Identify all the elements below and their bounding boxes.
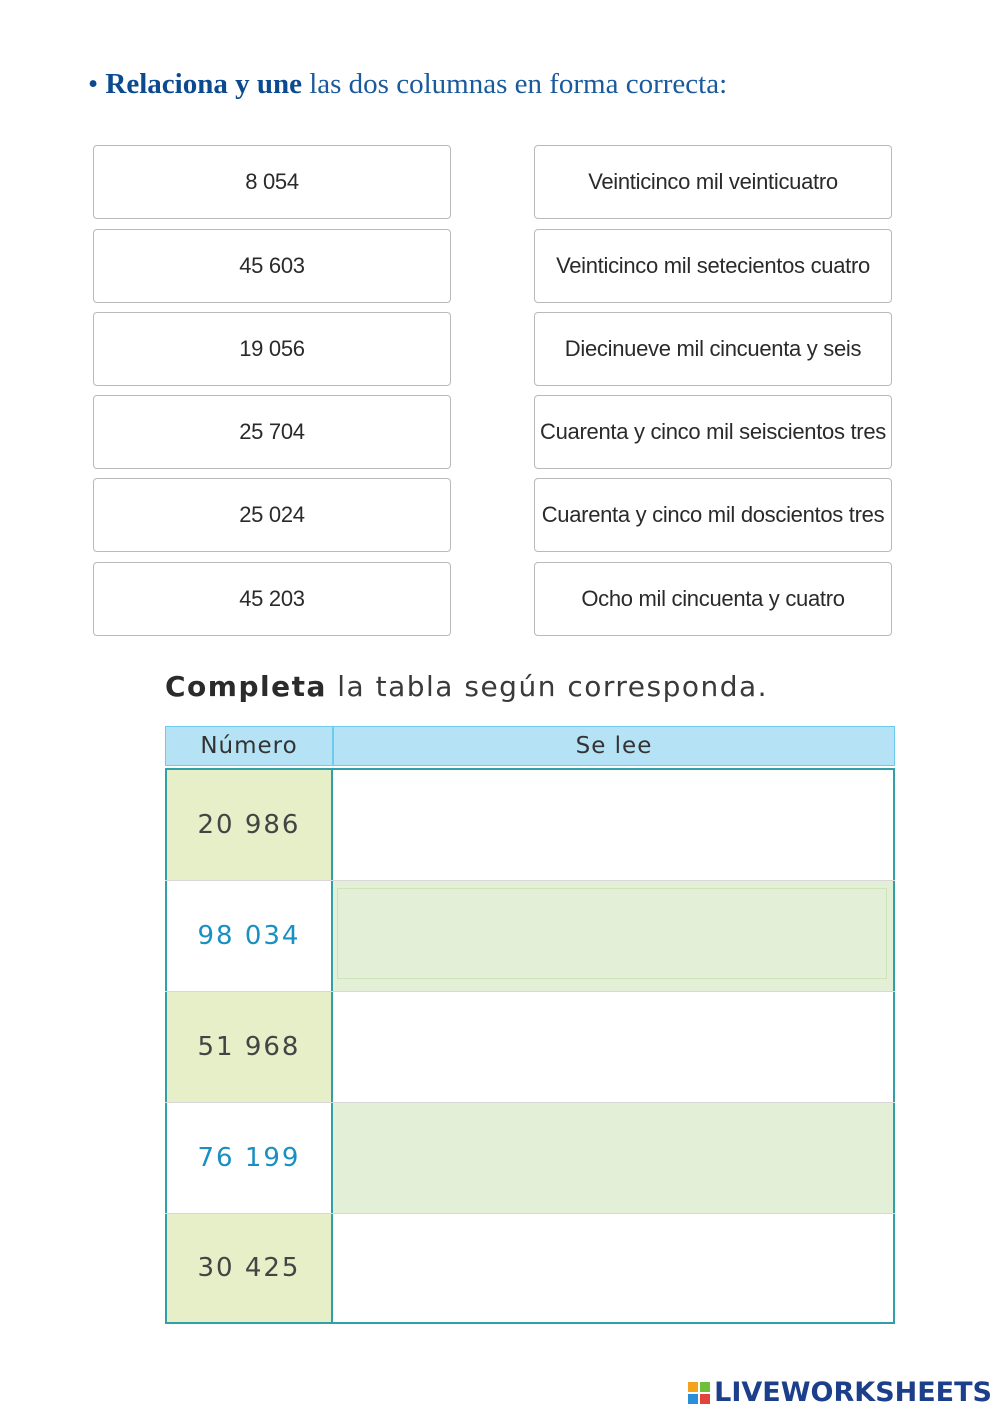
table-title-rest: la tabla según corresponda. xyxy=(337,670,769,703)
instruction-bold: Relaciona y une xyxy=(105,68,302,100)
number-box[interactable]: 45 203 xyxy=(93,562,451,636)
number-box[interactable]: 19 056 xyxy=(93,312,451,386)
reading-input[interactable] xyxy=(333,1214,895,1322)
word-box[interactable]: Veinticinco mil setecientos cuatro xyxy=(534,229,892,303)
header-reading: Se lee xyxy=(333,726,895,766)
reading-input[interactable] xyxy=(333,992,895,1102)
reading-input[interactable] xyxy=(333,1103,895,1213)
reading-input-frame xyxy=(337,888,887,979)
bullet: • xyxy=(88,68,99,100)
number-box[interactable]: 8 054 xyxy=(93,145,451,219)
word-box[interactable]: Ocho mil cincuenta y cuatro xyxy=(534,562,892,636)
word-box[interactable]: Veinticinco mil veinticuatro xyxy=(534,145,892,219)
number-box[interactable]: 25 024 xyxy=(93,478,451,552)
number-box[interactable]: 25 704 xyxy=(93,395,451,469)
instruction xyxy=(88,68,727,101)
header-number: Número xyxy=(165,726,333,766)
table-number-cell: 20 986 xyxy=(165,770,333,880)
instruction-rest: las dos columnas en forma correcta: xyxy=(309,68,728,100)
table-title-bold: Completa xyxy=(165,670,327,703)
table-title xyxy=(165,670,768,703)
brand-name: LIVEWORKSHEETS xyxy=(714,1377,992,1408)
word-box[interactable]: Cuarenta y cinco mil doscientos tres xyxy=(534,478,892,552)
table-number-cell: 76 199 xyxy=(165,1103,333,1213)
table-number-cell: 98 034 xyxy=(165,881,333,991)
table-number-cell: 30 425 xyxy=(165,1214,333,1322)
number-box[interactable]: 45 603 xyxy=(93,229,451,303)
table-bottom-border xyxy=(165,1322,895,1324)
table-number-cell: 51 968 xyxy=(165,992,333,1102)
liveworksheets-logo xyxy=(688,1377,992,1408)
reading-input[interactable] xyxy=(333,881,895,991)
word-box[interactable]: Cuarenta y cinco mil seiscientos tres xyxy=(534,395,892,469)
reading-input[interactable] xyxy=(333,770,895,880)
word-box[interactable]: Diecinueve mil cincuenta y seis xyxy=(534,312,892,386)
liveworksheets-icon xyxy=(688,1382,710,1404)
